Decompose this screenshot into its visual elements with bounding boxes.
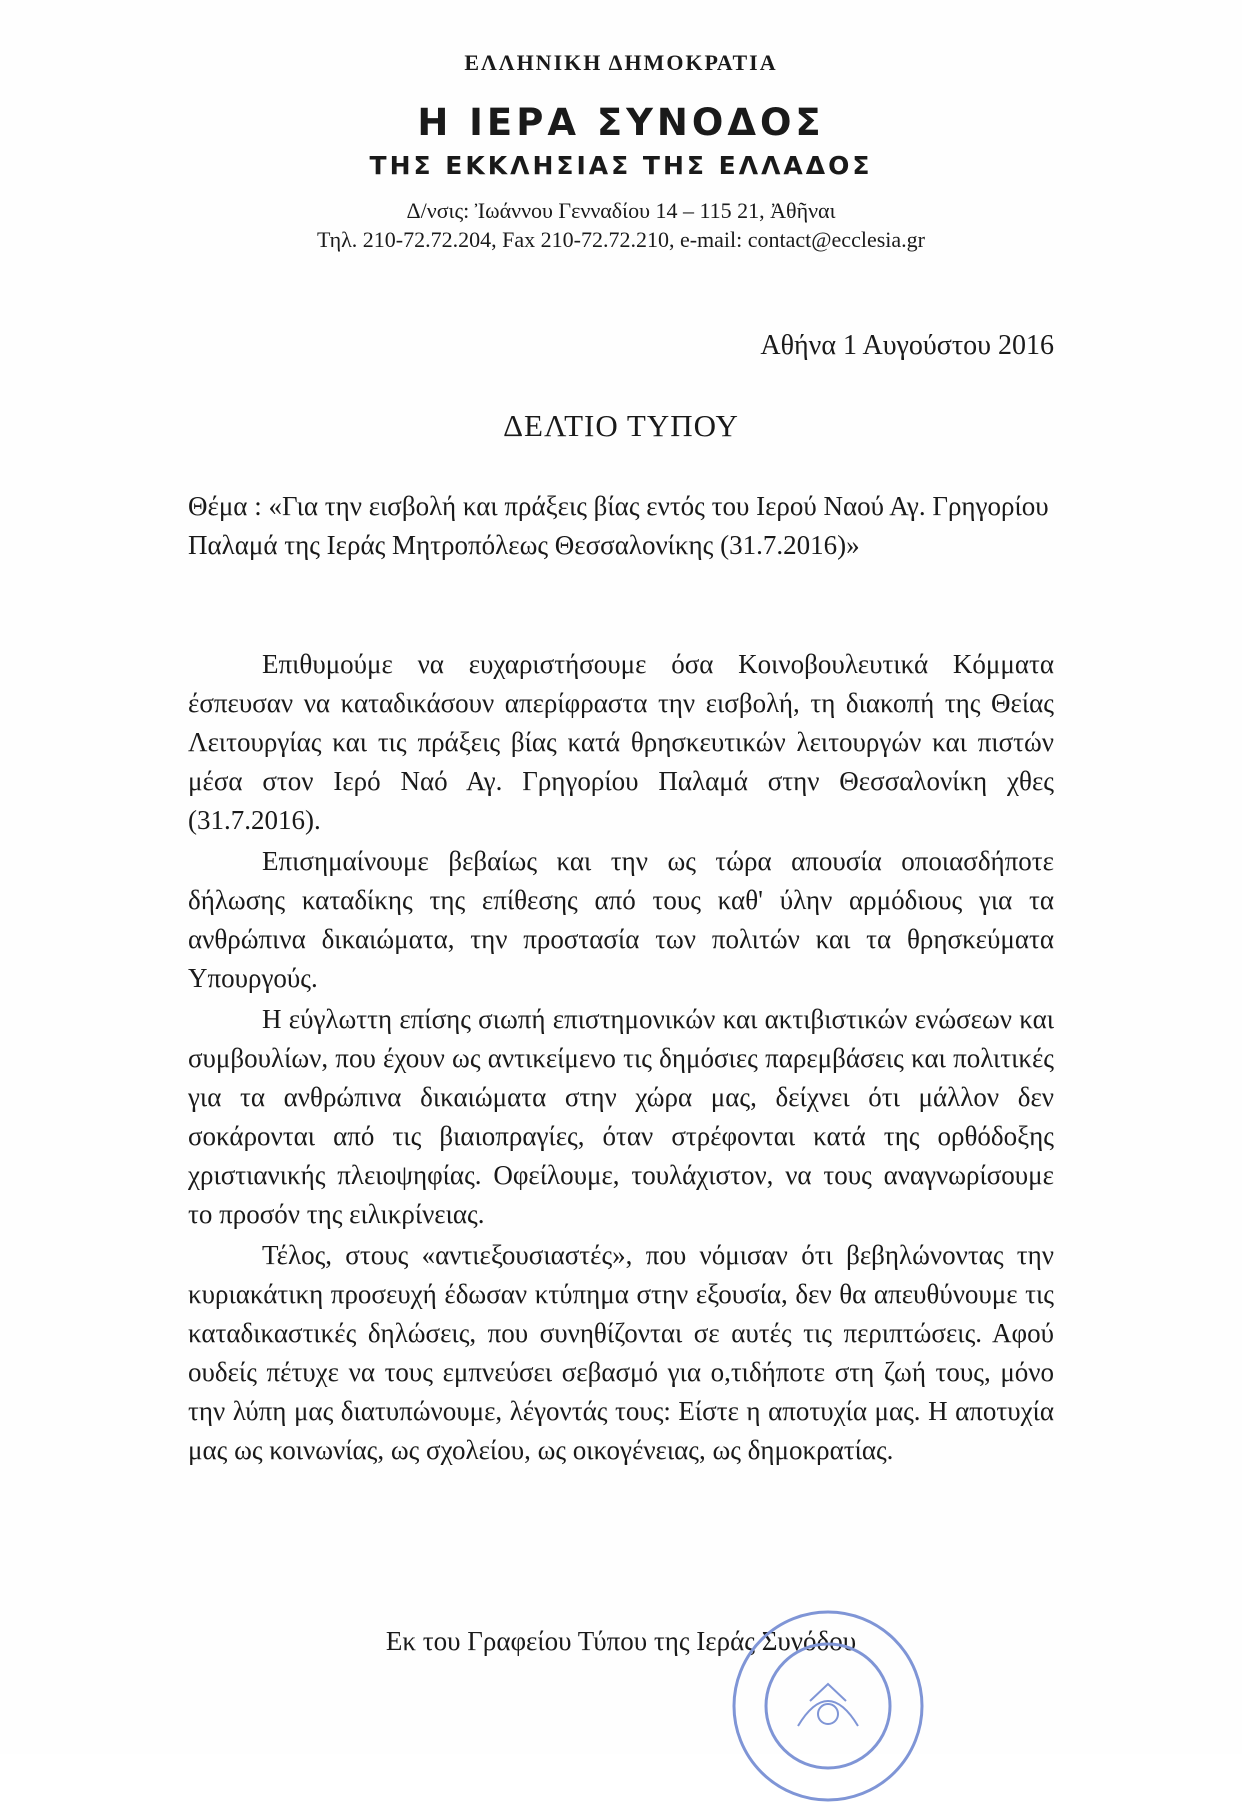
address-line: Δ/νσις: Ἰωάννου Γενναδίου 14 – 115 21, Ἀθῆναι [406,198,836,223]
signature-line: Εκ του Γραφείου Τύπου της Ιεράς Συνόδου [385,1626,857,1656]
republic-heading: ΕΛΛΗΝΙΚΗ ΔΗΜΟΚΡΑΤΙΑ [464,50,778,75]
synod-title: Η ΙΕΡΑ ΣΥΝΟΔΟΣ [417,101,825,144]
document-date: Αθήνα 1 Αυγούστου 2016 [760,330,1054,361]
document-subject: Θέμα : «Για την εισβολή και πράξεις βίας εντός του Ιερού Ναού Αγ. Γρηγορίου Παλαμά της Ιεράς Μητροπόλεως Θεσσαλονίκης (31.7.2016)» [188,491,1049,560]
document-title: ΔΕΛΤΙΟ ΤΥΠΟΥ [503,408,739,443]
seal-stamp-icon [728,1606,928,1806]
contact-line: Τηλ. 210-72.72.204, Fax 210-72.72.210, e-mail: contact@ecclesia.gr [317,227,925,252]
body-paragraph: Επιθυμούμε να ευχαριστήσουμε όσα Κοινοβουλευτικά Κόμματα έσπευσαν να καταδικάσουν απερίφραστα την εισβολή, τη διακοπή της Θείας Λειτουργίας και τις πράξεις βίας κατά θρησκευτικών λειτουργών και πιστών μέσα στον Ιερό Ναό Αγ. Γρηγορίου Παλαμά στην Θεσσαλονίκη χθες (31.7.2016). [188,649,1054,835]
synod-subtitle: ΤΗΣ ΕΚΚΛΗΣΙΑΣ ΤΗΣ ΕΛΛΑΔΟΣ [369,151,873,180]
body-paragraph: Τέλος, στους «αντιεξουσιαστές», που νόμισαν ότι βεβηλώνοντας την κυριακάτικη προσευχή έδωσαν κτύπημα στην εξουσία, δεν θα απευθύνουμε τις καταδικαστικές δηλώσεις, που συνηθίζονται σε αυτές τις περιπτώσεις. Αφού ουδείς πέτυχε να τους εμπνεύσει σεβασμό για ο,τιδήποτε στη ζωή τους, μόνο την λύπη μας διατυπώνουμε, λέγοντάς τους: Είστε η αποτυχία μας. Η αποτυχία μας ως κοινωνίας, ως σχολείου, ως οικογένειας, ως δημοκρατίας. [188,1240,1054,1465]
body-paragraph: Επισημαίνουμε βεβαίως και την ως τώρα απουσία οποιασδήποτε δήλωσης καταδίκης της επίθεσης από τους καθ' ύλην αρμόδιους για τα ανθρώπινα δικαιώματα, την προστασία των πολιτών και τα θρησκεύματα Υπουργούς. [188,846,1054,993]
body-paragraph: Η εύγλωττη επίσης σιωπή επιστημονικών και ακτιβιστικών ενώσεων και συμβουλίων, που έχουν ως αντικείμενο τις δημόσιες παρεμβάσεις και πολιτικές για τα ανθρώπινα δικαιώματα στην χώρα μας, δείχνει ότι μάλλον δεν σοκάρονται από τις βιαιοπραγίες, όταν στρέφονται κατά της ορθόδοξης χριστιανικής πλειοψηφίας. Οφείλουμε, τουλάχιστον, να τους αναγνωρίσουμε το προσόν της ειλικρίνειας. [188,1004,1054,1229]
document-body [188,645,1054,1472]
